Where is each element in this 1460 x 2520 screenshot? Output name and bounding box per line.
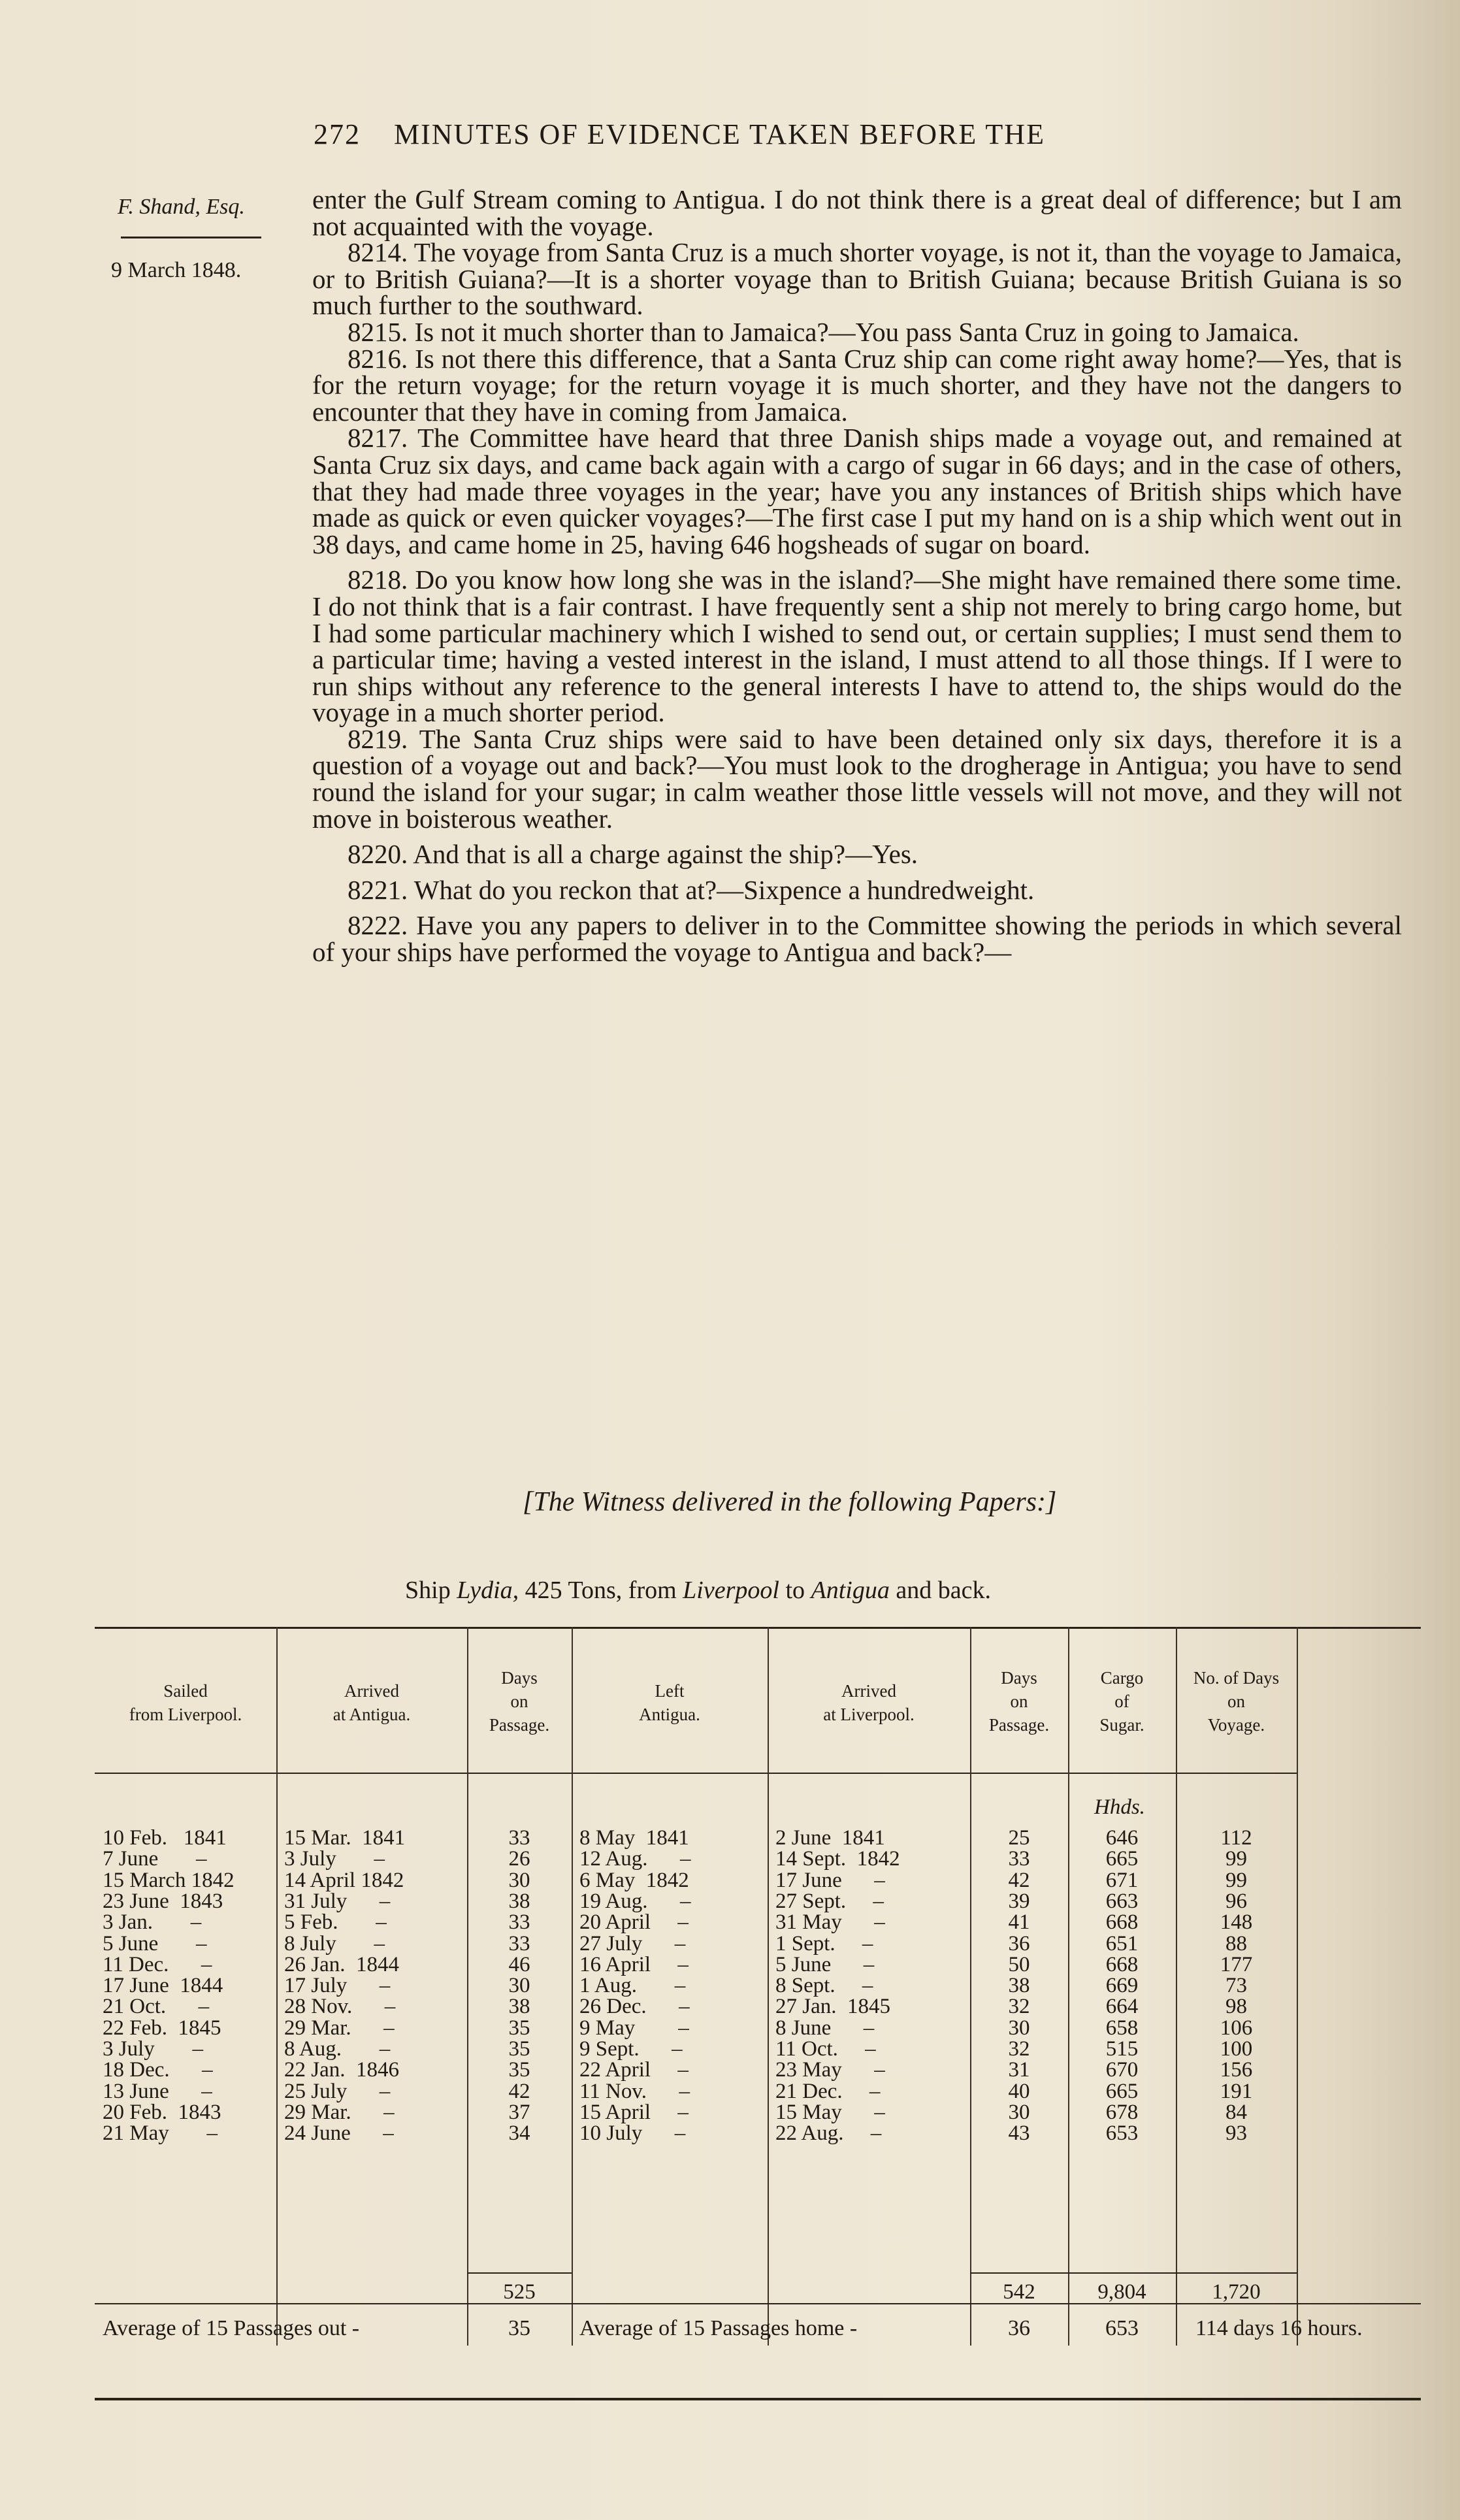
table-cell: 42 <box>1008 1868 1030 1892</box>
table-cell: 33 <box>508 1826 530 1850</box>
column-rule <box>768 1627 769 2346</box>
averages-rule <box>95 2303 1421 2304</box>
voyage-table <box>95 1627 1421 2404</box>
column-header-line: Sailed <box>163 1681 208 1701</box>
table-cell: 96 <box>1225 1889 1247 1913</box>
table-cell: 19 Aug. – <box>579 1889 691 1913</box>
table-cell: 22 April – <box>579 2058 689 2082</box>
average-out-value: 35 <box>508 2316 530 2340</box>
table-cell: 16 April – <box>579 1952 689 1976</box>
column-header-line: Cargo <box>1100 1668 1144 1688</box>
table-cell: 658 <box>1105 2016 1139 2040</box>
table-cell: 38 <box>508 1995 530 2019</box>
table-cell: 33 <box>508 1910 530 1935</box>
caption-ship-prefix: Ship <box>405 1577 451 1604</box>
table-cell: 11 Nov. – <box>579 2079 690 2103</box>
table-cell: 84 <box>1225 2100 1247 2124</box>
column-header-line: Sugar. <box>1099 1715 1144 1735</box>
table-cell: 27 July – <box>579 1931 686 1955</box>
caption-back: and back. <box>896 1577 991 1604</box>
table-cell: 99 <box>1225 1847 1247 1871</box>
table-cell: 14 Sept. 1842 <box>775 1847 900 1871</box>
table-cell: 668 <box>1105 1952 1139 1976</box>
table-cell: 18 Dec. – <box>103 2058 213 2082</box>
caption-ship: Lydia, <box>457 1577 519 1604</box>
column-rule <box>1297 1627 1298 2346</box>
table-cell: 3 July – <box>284 1847 385 1871</box>
table-cell: 15 April – <box>579 2100 689 2124</box>
table-cell: 21 May – <box>103 2121 218 2146</box>
running-header <box>314 118 1280 151</box>
table-cell: 40 <box>1008 2079 1030 2103</box>
table-cell: 12 Aug. – <box>579 1847 691 1871</box>
table-cell: 26 Jan. 1844 <box>284 1952 399 1976</box>
column-rule <box>276 1627 278 2346</box>
average-home-label: Average of 15 Passages home - <box>579 2316 858 2340</box>
table-cell: 25 July – <box>284 2079 391 2103</box>
table-cell: 38 <box>508 1889 530 1913</box>
table-cell: 646 <box>1105 1826 1139 1850</box>
table-cell: 13 June – <box>103 2079 212 2103</box>
table-cell: 31 July – <box>284 1889 391 1913</box>
table-cell: 29 Mar. – <box>284 2016 395 2040</box>
table-cell: 2 June 1841 <box>775 1826 885 1850</box>
column-header-line: Days <box>501 1668 538 1688</box>
caption-to: Antigua <box>811 1577 890 1604</box>
table-cell: 8 Sept. – <box>775 1974 873 1998</box>
table-cell: 3 Jan. – <box>103 1910 202 1935</box>
table-cell: 17 July – <box>284 1974 391 1998</box>
cargo-unit: Hhds. <box>1094 1795 1145 1819</box>
table-cell: 24 June – <box>284 2121 394 2146</box>
table-cell: 5 June – <box>103 1931 207 1955</box>
column-header-line: Antigua. <box>639 1705 700 1724</box>
column-header-line: of <box>1114 1692 1129 1711</box>
table-cell: 23 May – <box>775 2058 885 2082</box>
total-days-out: 525 <box>503 2280 536 2304</box>
table-cell: 1 Aug. – <box>579 1974 686 1998</box>
table-cell: 665 <box>1105 1847 1139 1871</box>
table-cell: 93 <box>1225 2121 1247 2146</box>
column-header <box>1176 1666 1297 1737</box>
table-cell: 30 <box>1008 2100 1030 2124</box>
column-header-line: No. of Days <box>1193 1668 1280 1688</box>
paragraph: 8219. The Santa Cruz ships were said to have been detained only six days, therefore it is a question of a voyage out and back?—You must look to the drogherage in Antigua; you have to send round the island for your sugar; in calm weather those little vessels will not move, and they will not move in boisterous weather. <box>312 723 1402 834</box>
column-header-line: Passage. <box>988 1715 1050 1735</box>
table-cell: 651 <box>1105 1931 1139 1955</box>
table-cell: 17 June – <box>775 1868 885 1892</box>
header-bottom-rule <box>95 1773 1297 1774</box>
table-cell: 20 Feb. 1843 <box>103 2100 221 2124</box>
table-cell: 42 <box>508 2079 530 2103</box>
column-header <box>276 1679 467 1726</box>
table-cell: 15 May – <box>775 2100 885 2124</box>
table-cell: 10 Feb. 1841 <box>103 1826 227 1850</box>
table-cell: 37 <box>508 2100 530 2124</box>
paragraph: enter the Gulf Stream coming to Antigua. I do not think there is a great deal of difference; but I am not acquainted with the voyage. <box>312 184 1402 241</box>
column-header-line: Voyage. <box>1207 1715 1265 1735</box>
table-cell: 17 June 1844 <box>103 1974 223 1998</box>
column-header-line: Left <box>655 1681 685 1701</box>
table-cell: 665 <box>1105 2079 1139 2103</box>
table-cell: 21 Dec. – <box>775 2079 881 2103</box>
average-out-label: Average of 15 Passages out - <box>103 2316 360 2340</box>
column-header <box>95 1679 276 1726</box>
table-cell: 6 May 1842 <box>579 1868 689 1892</box>
table-cell: 27 Sept. – <box>775 1889 884 1913</box>
table-cell: 22 Feb. 1845 <box>103 2016 221 2040</box>
table-cell: 32 <box>1008 2037 1030 2061</box>
column-header-line: on <box>1010 1692 1028 1711</box>
column-header-line: Arrived <box>841 1681 896 1701</box>
average-cargo-value: 653 <box>1105 2316 1139 2340</box>
table-cell: 25 <box>1008 1826 1030 1850</box>
paragraph: 8218. Do you know how long she was in the island?—She might have remained there some time. I do not think that is a fair contrast. I have frequently sent a ship not merely to bring cargo home, but I had some particular machinery which I wished to send out, or certain supplies; I must send them to a particular time; having a vested interest in the island, I must attend to all those things. If I were to run ships without any reference to the general interests I have to attend to, the ships would do the voyage in a much shorter period. <box>312 565 1402 728</box>
table-cell: 88 <box>1225 1931 1247 1955</box>
table-cell: 177 <box>1220 1952 1253 1976</box>
table-cell: 33 <box>1008 1847 1030 1871</box>
table-cell: 10 July – <box>579 2121 686 2146</box>
column-header-line: Passage. <box>489 1715 550 1735</box>
table-cell: 7 June – <box>103 1847 207 1871</box>
table-cell: 669 <box>1105 1974 1139 1998</box>
totals-rule <box>467 2272 572 2274</box>
table-cell: 11 Dec. – <box>103 1952 212 1976</box>
paragraph: 8214. The voyage from Santa Cruz is a much shorter voyage, is not it, than the voyage to Jamaica, or to British Guiana?—It is a shorter voyage than to British Guiana; because British Guiana is so much further to the southward. <box>312 237 1402 321</box>
table-cell: 100 <box>1220 2037 1253 2061</box>
margin-witness: F. Shand, Esq. <box>118 195 245 219</box>
table-cell: 29 Mar. – <box>284 2100 395 2124</box>
table-cell: 191 <box>1220 2079 1253 2103</box>
table-cell: 5 Feb. – <box>284 1910 387 1935</box>
column-header <box>970 1666 1068 1737</box>
table-cell: 678 <box>1105 2100 1139 2124</box>
table-cell: 9 May – <box>579 2016 689 2040</box>
column-header <box>572 1679 768 1726</box>
table-cell: 663 <box>1105 1889 1139 1913</box>
table-cell: 156 <box>1220 2058 1253 2082</box>
table-cell: 36 <box>1008 1931 1030 1955</box>
margin-rule <box>121 237 261 238</box>
table-cell: 38 <box>1008 1974 1030 1998</box>
table-cell: 33 <box>508 1931 530 1955</box>
table-cell: 515 <box>1105 2037 1139 2061</box>
caption-tons: 425 Tons, from <box>525 1577 677 1604</box>
table-cell: 32 <box>1008 1995 1030 2019</box>
table-cell: 30 <box>508 1974 530 1998</box>
table-cell: 43 <box>1008 2121 1030 2146</box>
table-cell: 26 <box>508 1847 530 1871</box>
column-header-line: Days <box>1001 1668 1037 1688</box>
table-cell: 39 <box>1008 1889 1030 1913</box>
table-cell: 28 Nov. – <box>284 1995 396 2019</box>
paragraph: 8222. Have you any papers to deliver in to the Committee showing the periods in which several of your ships have performed the voyage to Antigua and back?— <box>312 910 1402 968</box>
table-cell: 670 <box>1105 2058 1139 2082</box>
table-cell: 14 April 1842 <box>284 1868 404 1892</box>
table-cell: 8 May 1841 <box>579 1826 689 1850</box>
table-cell: 11 Oct. – <box>775 2037 876 2061</box>
header-title: MINUTES OF EVIDENCE TAKEN BEFORE THE <box>394 118 1045 150</box>
paragraph: 8220. And that is all a charge against the ship?—Yes. <box>348 839 918 870</box>
column-header-line: from Liverpool. <box>129 1705 242 1724</box>
table-cell: 5 June – <box>775 1952 875 1976</box>
table-cell: 30 <box>508 1868 530 1892</box>
table-cell: 22 Jan. 1846 <box>284 2058 399 2082</box>
delivered-note: [The Witness delivered in the following Papers:] <box>523 1487 1057 1517</box>
table-cell: 31 <box>1008 2058 1030 2082</box>
table-cell: 664 <box>1105 1995 1139 2019</box>
total-cargo: 9,804 <box>1097 2280 1146 2304</box>
table-cell: 98 <box>1225 1995 1247 2019</box>
table-cell: 73 <box>1225 1974 1247 1998</box>
paragraph: 8221. What do you reckon that at?—Sixpence a hundredweight. <box>348 874 1035 905</box>
table-cell: 50 <box>1008 1952 1030 1976</box>
table-cell: 671 <box>1105 1868 1139 1892</box>
table-cell: 148 <box>1220 1910 1253 1935</box>
average-voyage-value: 114 days 16 hours. <box>1195 2316 1363 2340</box>
table-cell: 3 July – <box>103 2037 204 2061</box>
table-cell: 26 Dec. – <box>579 1995 690 2019</box>
page-number: 272 <box>314 118 361 150</box>
table-cell: 99 <box>1225 1868 1247 1892</box>
paragraph: 8215. Is not it much shorter than to Jamaica?—You pass Santa Cruz in going to Jamaica. <box>348 316 1299 347</box>
paragraph: 8217. The Committee have heard that three Danish ships made a voyage out, and remained at Santa Cruz six days, and came back again with a cargo of sugar in 66 days; and in the case of others, that they had made three voyages in the year; have you any instances of British ships which have made as quick or even quicker voyages?—The first case I put my hand on is a ship which went out in 38 days, and came home in 25, having 646 hogsheads of sugar on board. <box>312 423 1402 559</box>
column-header-line: Arrived <box>344 1681 399 1701</box>
column-header-line: at Liverpool. <box>823 1705 915 1724</box>
table-cell: 22 Aug. – <box>775 2121 882 2146</box>
table-top-rule <box>95 1627 1421 1629</box>
table-cell: 1 Sept. – <box>775 1931 873 1955</box>
table-cell: 15 Mar. 1841 <box>284 1826 406 1850</box>
margin-date: 9 March 1848. <box>111 258 242 282</box>
total-days-home: 542 <box>1003 2280 1035 2304</box>
table-cell: 30 <box>1008 2016 1030 2040</box>
caption-from: Liverpool <box>683 1577 779 1604</box>
column-header-line: on <box>1227 1692 1245 1711</box>
column-header <box>467 1666 572 1737</box>
column-header-line: on <box>510 1692 528 1711</box>
total-voyage: 1,720 <box>1212 2280 1261 2304</box>
table-cell: 46 <box>508 1952 530 1976</box>
table-cell: 9 Sept. – <box>579 2037 683 2061</box>
caption-to-word: to <box>785 1577 805 1604</box>
table-cell: 8 July – <box>284 1931 385 1955</box>
table-cell: 35 <box>508 2037 530 2061</box>
totals-rule <box>970 2272 1297 2274</box>
table-cell: 668 <box>1105 1910 1139 1935</box>
average-home-value: 36 <box>1008 2316 1030 2340</box>
table-cell: 23 June 1843 <box>103 1889 223 1913</box>
paragraph: 8216. Is not there this difference, that a Santa Cruz ship can come right away home?—Yes, that is for the return voyage; for the return voyage it is much shorter, and they have not the dangers to encounter that they have in coming from Jamaica. <box>312 343 1402 427</box>
evidence-text <box>312 186 1402 966</box>
column-header-line: at Antigua. <box>333 1705 411 1724</box>
table-cell: 112 <box>1220 1826 1252 1850</box>
table-cell: 34 <box>508 2121 530 2146</box>
table-cell: 106 <box>1220 2016 1253 2040</box>
column-rule <box>572 1627 573 2346</box>
table-cell: 20 April – <box>579 1910 689 1935</box>
column-header <box>1068 1666 1176 1737</box>
table-cell: 653 <box>1105 2121 1139 2146</box>
table-caption <box>405 1576 1254 1605</box>
table-cell: 35 <box>508 2058 530 2082</box>
table-cell: 8 June – <box>775 2016 875 2040</box>
table-cell: 41 <box>1008 1910 1030 1935</box>
table-cell: 35 <box>508 2016 530 2040</box>
table-cell: 27 Jan. 1845 <box>775 1995 890 2019</box>
table-cell: 8 Aug. – <box>284 2037 391 2061</box>
table-cell: 31 May – <box>775 1910 885 1935</box>
table-cell: 15 March 1842 <box>103 1868 235 1892</box>
table-cell: 21 Oct. – <box>103 1995 210 2019</box>
column-header <box>768 1679 970 1726</box>
bottom-rule <box>95 2398 1421 2400</box>
